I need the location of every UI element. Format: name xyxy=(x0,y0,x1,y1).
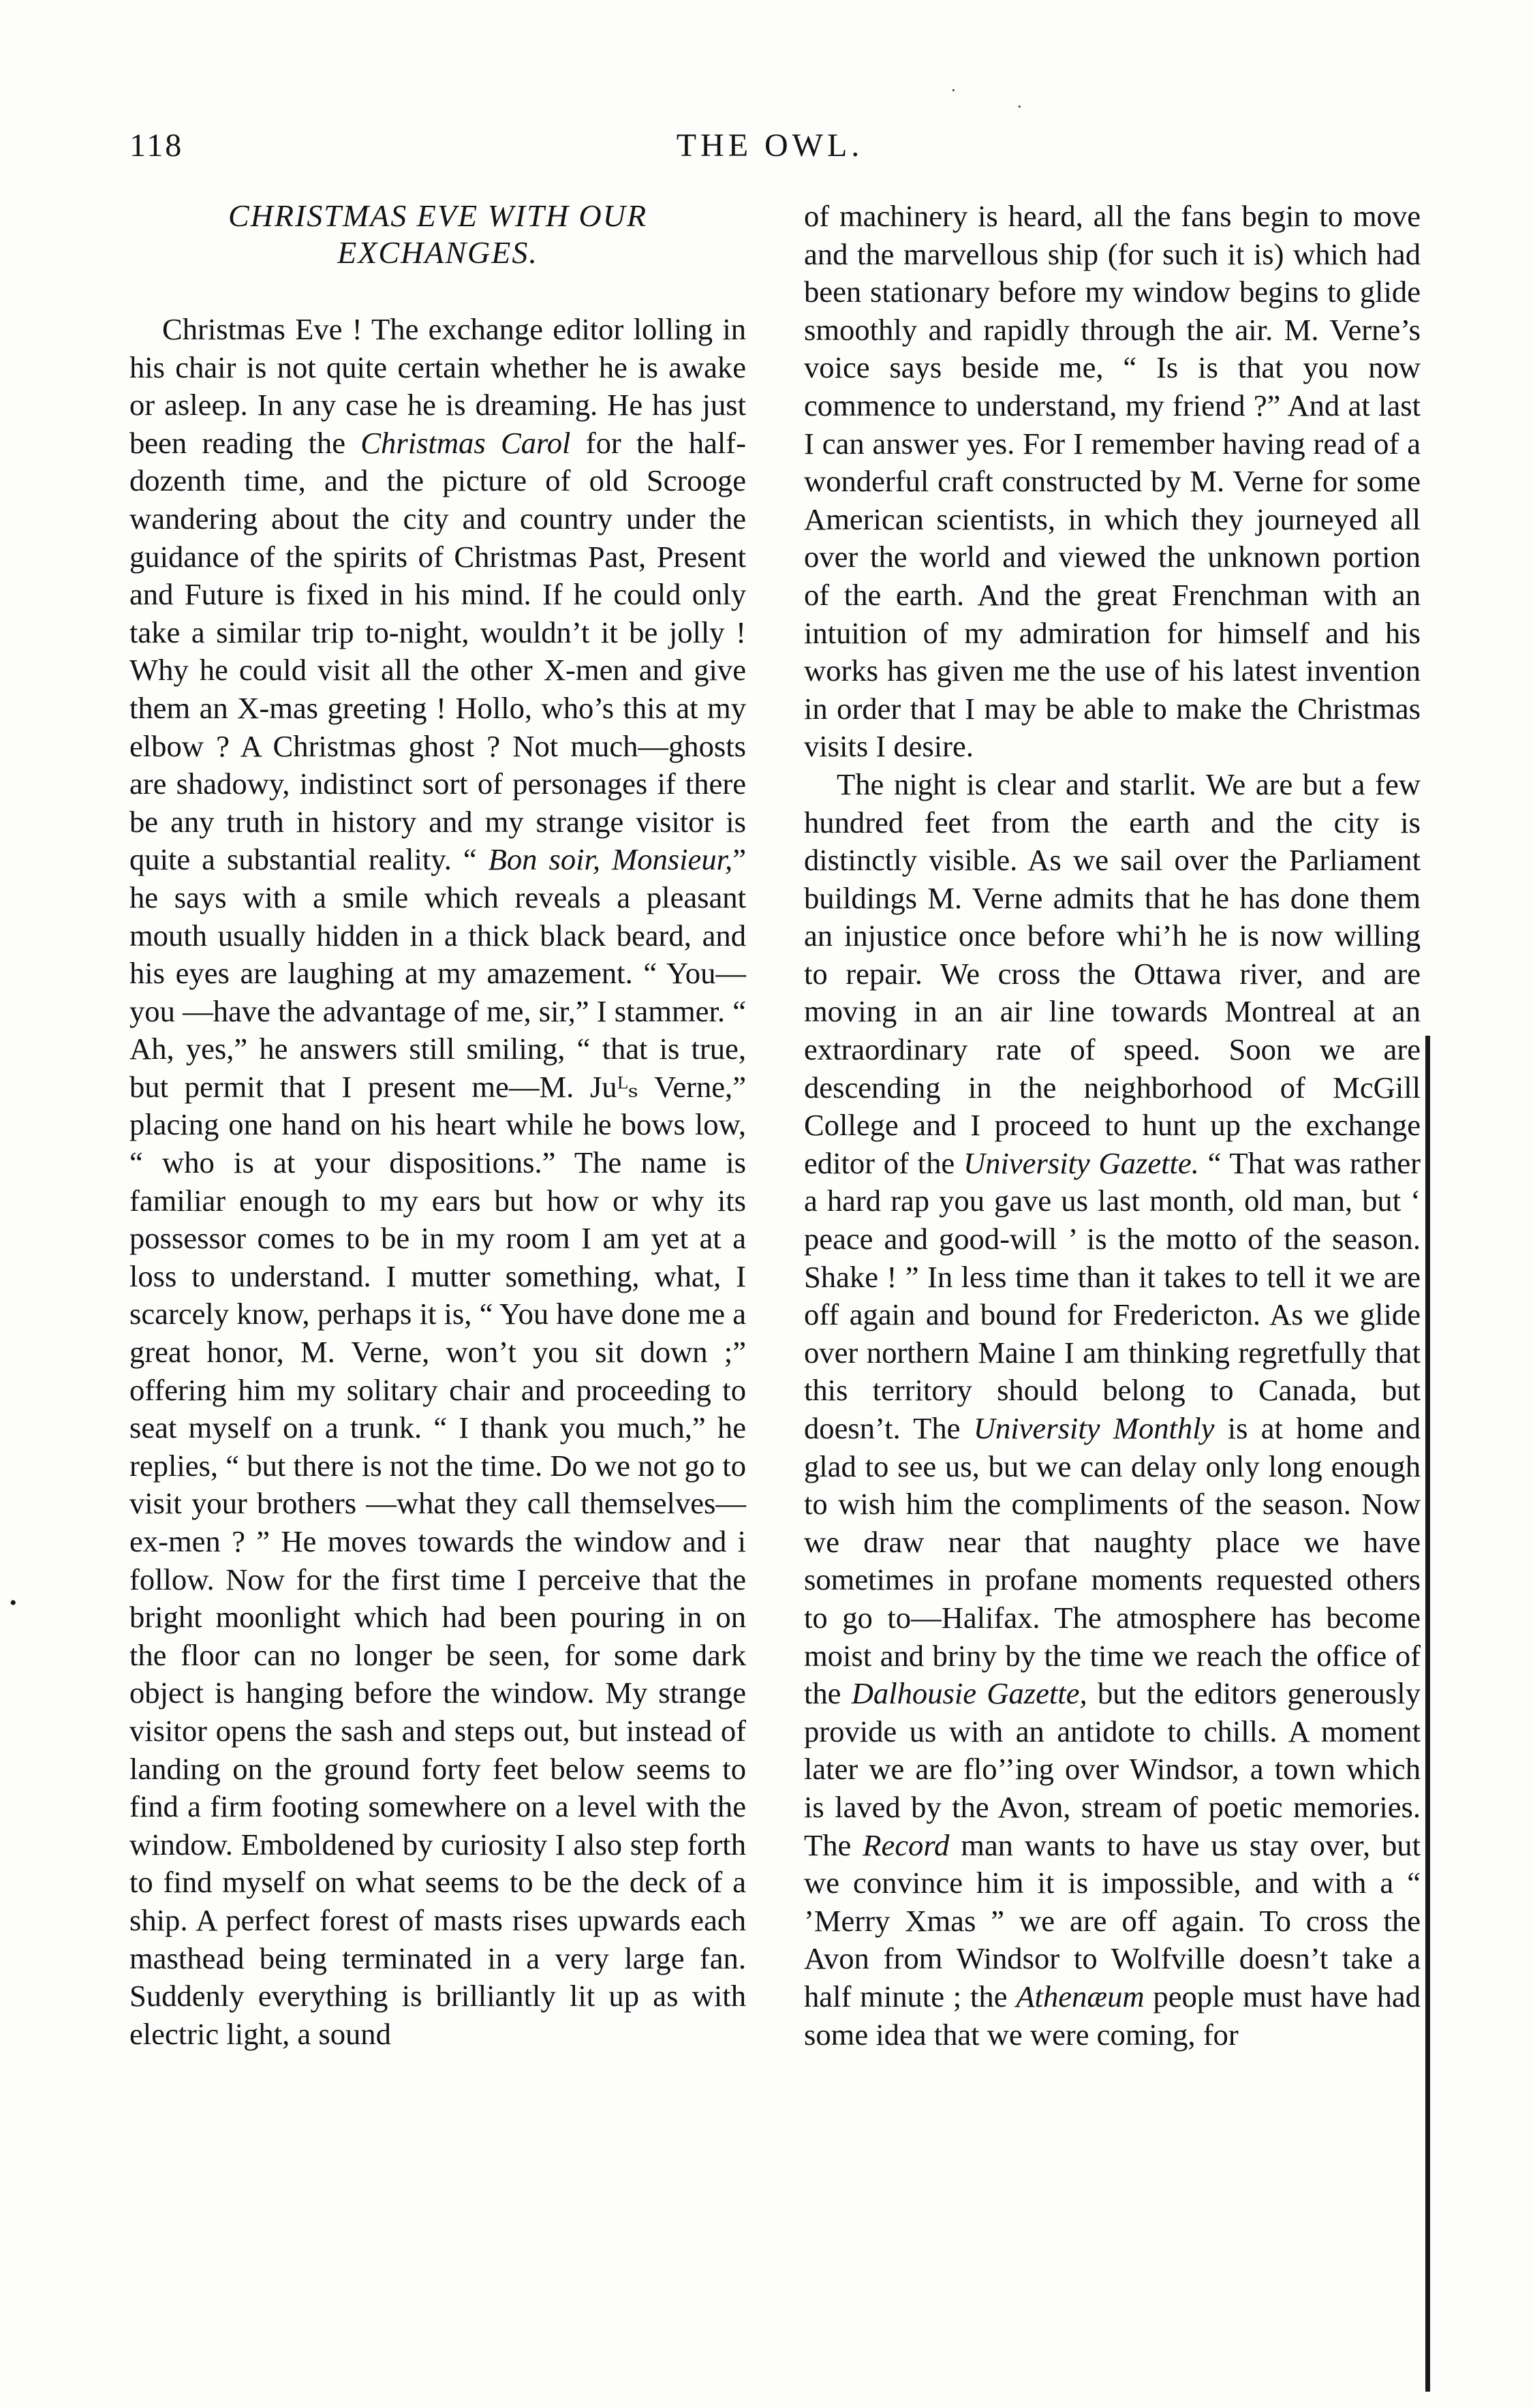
margin-mark: • xyxy=(10,1592,17,1614)
text-run: ” he says with a smile which reveals a pleasant mouth usually hidden in a thick black beard, and his eyes are laughing at my amazement. “ You—you —have the advantage of me, sir,” I stammer. “ Ah, yes,” he answers still smiling, “ that is true, but permit that I present me—M. Juᴸₛ Verne,” placing one hand on his heart while he bows low, “ who is at your dispositions.” The name is familiar enough to my ears but how or why its possessor comes to be in my room I am yet at a loss to understand. I mutter something, what, I scarcely know, perhaps it is, “ You have done me a great honor, M. Verne, won’t you sit down ;” offering him my solitary chair and proceeding to seat myself on a trunk. “ I thank you much,” he replies, “ but there is not the time. Do we not go to visit your brothers —what they call themselves—ex-men ? ” He moves towards the window and i follow. Now for the first time I perceive that the bright moonlight which had been pouring in on the floor can no longer be seen, for some dark object is hanging before the window. My strange visitor opens the sash and steps out, but instead of landing on the ground forty feet below seems to find a firm footing somewhere on a level with the window. Emboldened by curiosity I also step forth to find myself on what seems to be the deck of a ship. A perfect forest of masts rises upwards each masthead being terminated in a very large fan. Suddenly everything is brilliantly lit up as with electric light, a sound xyxy=(129,842,746,2051)
text-run: The night is clear and starlit. We are but a few hundred feet from the earth and the city is distinctly visible. As we sail over the Parliament buildings M. Verne admits that he has done them an injustice once before whi’h he is now willing to repair. We cross the Ottawa river, and are moving in an air line towards Montreal at an extraordinary rate of speed. Soon we are descending in the neighborhood of McGill College and I proceed to hunt up the exchange editor of the xyxy=(804,767,1421,1180)
italic-publication-university-monthly: University Monthly xyxy=(973,1411,1215,1445)
journal-title: THE OWL. xyxy=(676,127,864,164)
text-run: is at home and glad to see us, but we can delay only long enough to wish him the compliments of the season. Now we draw near that naughty place we have sometimes in profane moments requested others to go to—Halifax. The atmosphere has become moist and briny by the time we reach the office of the xyxy=(804,1411,1421,1711)
italic-title-christmas-carol: Christmas Carol xyxy=(360,425,571,460)
italic-publication-record: Record xyxy=(863,1827,950,1862)
italic-publication-university-gazette: University Gazette. xyxy=(963,1145,1199,1180)
article-title-line-2: EXCHANGES. xyxy=(337,235,538,270)
running-head xyxy=(129,127,1410,174)
binding-edge-rule xyxy=(1425,1036,1430,2392)
text-run: people must have had some idea that we were coming, for xyxy=(804,1979,1421,2052)
scan-speck: · xyxy=(950,80,957,100)
right-paragraph xyxy=(804,766,1421,2054)
text-run: for the half-dozenth time, and the picture of old Scrooge wandering about the city and country under the guidance of the spirits of Christmas Past, Present and Future is fixed in his mind. If he could only take a similar trip to-night, wouldn’t it be jolly ! Why he could visit all the other X-men and give them an X-mas greeting ! Hollo, who’s this at my elbow ? A Christmas ghost ? Not much—ghosts are shadowy, indistinct sort of personages if there be any truth in history and my strange visitor is quite a substantial reality. “ xyxy=(129,425,746,877)
text-run: but the editors generously provide us with an antidote to chills. A moment later we are flo’’ing over Windsor, a town which is laved by the Avon, stream of poetic memories. The xyxy=(804,1676,1421,1862)
right-column xyxy=(804,198,1421,2054)
text-run: “ That was rather a hard rap you gave us last month, old man, but ‘ peace and good-will ’ is the motto of the season. Shake ! ” In less time than it takes to tell it we are off again and bound for Fredericton. As we glide over northern Maine I am thinking regretfully that this territory should belong to Canada, but doesn’t. The xyxy=(804,1145,1421,1445)
text-run: man wants to have us stay over, but we convince him it is impossible, and with a “ ’Merry Xmas ” we are off again. To cross the Avon from Windsor to Wolfville doesn’t take a half minute ; the xyxy=(804,1827,1421,2013)
page-number: 118 xyxy=(129,127,184,164)
article-title xyxy=(129,198,746,271)
italic-publication-dalhousie-gazette: Dalhousie Gazette, xyxy=(851,1676,1087,1711)
text-run: Christmas Eve ! The exchange editor lolling in his chair is not quite certain whether he is awake or asleep. In any case he is dreaming. He has just been reading the xyxy=(129,312,746,460)
right-paragraph-continued: of machinery is heard, all the fans begin to move and the marvellous ship (for such it is) which had been stationary before my window begins to glide smoothly and rapidly through the air. M. Verne’s voice says beside me, “ Is is that you now commence to understand, my friend ?” And at last I can answer yes. For I remember having read of a wonderful craft constructed by M. Verne for some American scientists, in which they journeyed all over the world and viewed the unknown portion of the earth. And the great Frenchman with an intuition of my admiration for himself and his works has given me the use of his latest invention in order that I may be able to make the Christmas visits I desire. xyxy=(804,199,1421,764)
italic-publication-athenaeum: Athenæum xyxy=(1016,1979,1145,2013)
italic-phrase-bon-soir: Bon soir, Monsieur, xyxy=(488,842,733,877)
left-paragraph xyxy=(129,311,746,2053)
left-column xyxy=(129,198,746,2053)
scan-speck: · xyxy=(1017,97,1023,117)
article-title-line-1: CHRISTMAS EVE WITH OUR xyxy=(228,198,648,233)
